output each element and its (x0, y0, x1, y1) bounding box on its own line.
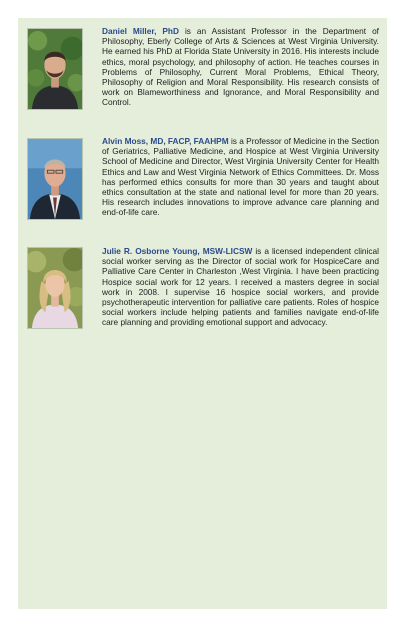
bio-description: is an Assistant Professor in the Department of Philosophy, Eberly College of Arts & Sciences at West Virginia University. He earned his PhD at Florida State University in 2016. His interests include ethics, moral psychology, and philosophy of action. He teaches courses in Problems of Philosophy, Current Moral Problems, Ethical Theory, Philosophy of Religion and Moral Responsibility. His research consists of work on Blameworthiness and Ignorance, and Moral Responsibility and Control. (102, 26, 379, 108)
portrait-julie-young (27, 247, 83, 329)
bio-text (102, 136, 379, 218)
bio-name: Daniel Miller, PhD (102, 26, 179, 36)
bios-panel (18, 18, 387, 609)
bio-description: is a licensed independent clinical social worker serving as the Director of social work for HospiceCare and Palliative Care Center in Charleston ,West Virginia. I have been practicing Hospice social work for 12 years. I received a masters degree in social work in 2008. I supervise 16 hospice social workers, and provide psychotherapeutic intervention for palliative care patients. Roles of hospice social workers include helping patients and families navigate end-of-life care planning and providing emotional support and advocacy. (102, 246, 379, 328)
bio-text (102, 26, 379, 108)
portrait-alvin-moss (27, 138, 83, 220)
portrait-daniel-miller (27, 28, 83, 110)
bio-text (102, 246, 379, 328)
bio-name: Alvin Moss, MD, FACP, FAAHPM (102, 136, 229, 146)
bio-name: Julie R. Osborne Young, MSW-LICSW (102, 246, 253, 256)
bio-description: is a Professor of Medicine in the Section of Geriatrics, Palliative Medicine, and Hospice at West Virginia University School of Medicine and Director, West Virginia University Center for Health Ethics and Law and West Virginia Network of Ethics Committees. Dr. Moss has performed ethics consults for more than 30 years and taught about ethics consultation at the state and national level for more than 20 years. His research includes innovations to improve advance care planning and end-of-life care. (102, 136, 380, 218)
